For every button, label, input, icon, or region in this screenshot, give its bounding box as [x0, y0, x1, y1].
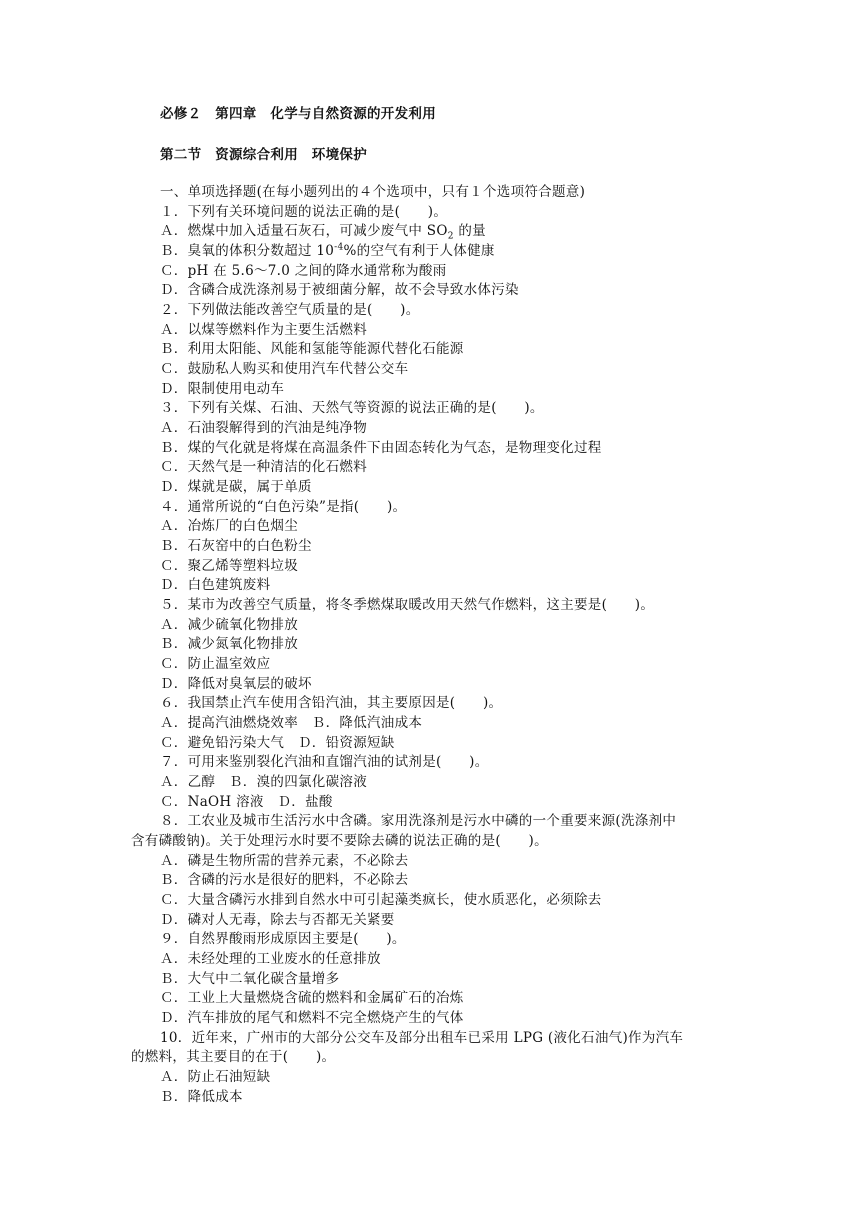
question-6-options-cd: Ｃ．避免铅污染大气 Ｄ．铅资源短缺 [160, 735, 395, 751]
question-1-option-c: Ｃ．pH 在 5.6～7.0 之间的降水通常称为酸雨 [160, 263, 447, 279]
question-8-option-a: Ａ．磷是生物所需的营养元素，不必除去 [160, 853, 409, 869]
question-3-option-b: Ｂ．煤的气化就是将煤在高温条件下由固态转化为气态，是物理变化过程 [160, 440, 602, 456]
question-8-option-d: Ｄ．磷对人无毒，除去与否都无关紧要 [160, 912, 395, 928]
question-1-option-b: Ｂ．臭氧的体积分数超过 $10^{-4}\%$的空气有利于人体健康 [160, 242, 495, 259]
question-3-option-a: Ａ．石油裂解得到的汽油是纯净物 [160, 420, 367, 436]
question-3-stem: ３．下列有关煤、石油、天然气等资源的说法正确的是( )。 [160, 400, 544, 416]
part-heading: 一、单项选择题(在每小题列出的４个选项中，只有１个选项符合题意) [160, 184, 586, 200]
question-7-stem: ７．可用来鉴别裂化汽油和直馏汽油的试剂是( )。 [160, 754, 489, 770]
question-1-option-a: Ａ．燃煤中加入适量石灰石，可减少废气中 $SO_2$ 的量 [160, 223, 486, 242]
question-8-stem-line-1: ８．工农业及城市生活污水中含磷。家用洗涤剂是污水中磷的一个重要来源(洗涤剂中 [160, 813, 677, 829]
question-2-stem: ２．下列做法能改善空气质量的是( )。 [160, 302, 420, 318]
question-5-stem: ５．某市为改善空气质量，将冬季燃煤取暖改用天然气作燃料，这主要是( )。 [160, 597, 655, 613]
question-9-stem: ９．自然界酸雨形成原因主要是( )。 [160, 931, 406, 947]
question-5-option-d: Ｄ．降低对臭氧层的破坏 [160, 676, 312, 692]
question-3-option-d: Ｄ．煤就是碳，属于单质 [160, 479, 312, 495]
question-7-options-cd: Ｃ．NaOH 溶液 Ｄ．盐酸 [160, 794, 333, 810]
question-1-stem: １．下列有关环境问题的说法正确的是( )。 [160, 204, 448, 220]
chapter-title: 必修２ 第四章 化学与自然资源的开发利用 [160, 106, 436, 122]
question-5-option-c: Ｃ．防止温室效应 [160, 656, 271, 672]
question-4-option-b: Ｂ．石灰窑中的白色粉尘 [160, 538, 312, 554]
question-2-option-b: Ｂ．利用太阳能、风能和氢能等能源代替化石能源 [160, 341, 464, 357]
question-9-option-a: Ａ．未经处理的工业废水的任意排放 [160, 951, 381, 967]
question-6-options-ab: Ａ．提高汽油燃烧效率 Ｂ．降低汽油成本 [160, 715, 423, 731]
question-1-option-d: Ｄ．含磷合成洗涤剂易于被细菌分解，故不会导致水体污染 [160, 282, 519, 298]
question-5-option-b: Ｂ．减少氮氧化物排放 [160, 636, 298, 652]
question-9-option-c: Ｃ．工业上大量燃烧含硫的燃料和金属矿石的冶炼 [160, 990, 464, 1006]
question-4-option-a: Ａ．冶炼厂的白色烟尘 [160, 518, 298, 534]
question-5-option-a: Ａ．减少硫氧化物排放 [160, 617, 298, 633]
question-10-option-a: Ａ．防止石油短缺 [160, 1069, 271, 1085]
question-10-stem-line-2: 的燃料，其主要目的在于( )。 [131, 1049, 336, 1065]
question-10-option-b: Ｂ．降低成本 [160, 1089, 243, 1105]
question-10-stem-line-1: 10．近年来，广州市的大部分公交车及部分出租车已采用 LPG (液化石油气)作为汽车 [160, 1030, 684, 1046]
question-4-stem: ４．通常所说的“白色污染”是指( )。 [160, 499, 407, 515]
question-3-option-c: Ｃ．天然气是一种清洁的化石燃料 [160, 459, 367, 475]
question-8-option-b: Ｂ．含磷的污水是很好的肥料，不必除去 [160, 872, 409, 888]
question-9-option-d: Ｄ．汽车排放的尾气和燃料不完全燃烧产生的气体 [160, 1010, 464, 1026]
question-4-option-d: Ｄ．白色建筑废料 [160, 577, 271, 593]
question-8-option-c: Ｃ．大量含磷污水排到自然水中可引起藻类疯长，使水质恶化，必须除去 [160, 892, 602, 908]
question-2-option-c: Ｃ．鼓励私人购买和使用汽车代替公交车 [160, 361, 409, 377]
question-7-options-ab: Ａ．乙醇 Ｂ．溴的四氯化碳溶液 [160, 774, 367, 790]
section-title: 第二节 资源综合利用 环境保护 [160, 147, 367, 163]
question-4-option-c: Ｃ．聚乙烯等塑料垃圾 [160, 558, 298, 574]
question-6-stem: ６．我国禁止汽车使用含铅汽油，其主要原因是( )。 [160, 695, 503, 711]
question-2-option-d: Ｄ．限制使用电动车 [160, 381, 285, 397]
question-8-stem-line-2: 含有磷酸钠)。关于处理污水时要不要除去磷的说法正确的是( )。 [131, 833, 548, 849]
question-2-option-a: Ａ．以煤等燃料作为主要生活燃料 [160, 322, 367, 338]
question-9-option-b: Ｂ．大气中二氧化碳含量增多 [160, 971, 340, 987]
